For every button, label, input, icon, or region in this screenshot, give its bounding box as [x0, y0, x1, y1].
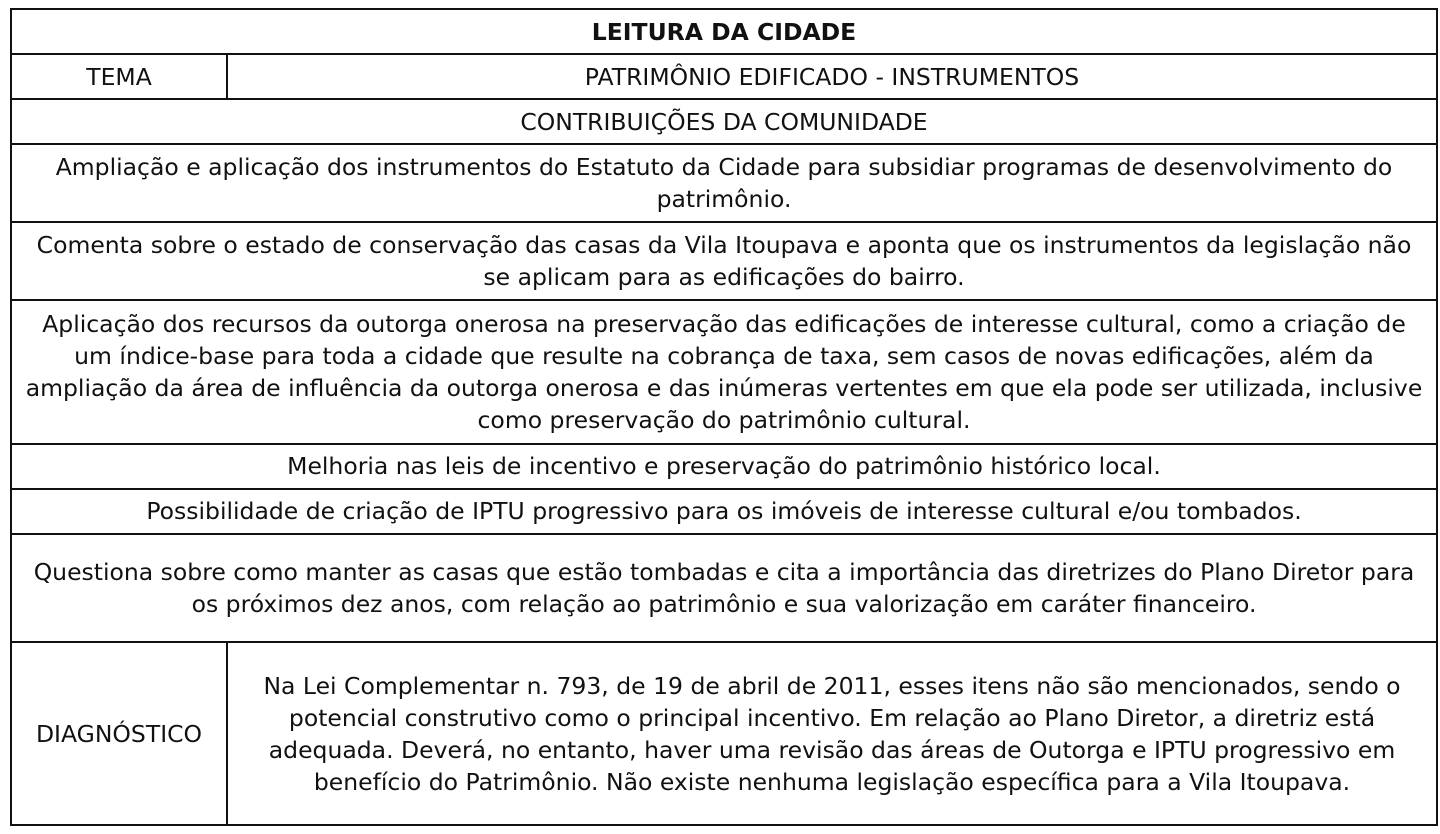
contribution-item: Melhoria nas leis de incentivo e preservação do patrimônio histórico local. — [11, 444, 1437, 489]
diagnostico-label: DIAGNÓSTICO — [11, 642, 227, 825]
table-row — [11, 534, 1437, 643]
table-row — [11, 489, 1437, 534]
contribution-item: Possibilidade de criação de IPTU progressivo para os imóveis de interesse cultural e/ou tombados. — [11, 489, 1437, 534]
contribution-item: Aplicação dos recursos da outorga onerosa na preservação das edificações de interesse cultural, como a criação de um índice-base para toda a cidade que resulte na cobrança de taxa, sem casos de novas edificações, além da ampliação da área de influência da outorga onerosa e das inúmeras vertentes em que ela pode ser utilizada, inclusive como preservação do patrimônio cultural. — [11, 300, 1437, 444]
tema-value: PATRIMÔNIO EDIFICADO - INSTRUMENTOS — [227, 54, 1437, 99]
contribution-item: Questiona sobre como manter as casas que estão tombadas e cita a importância das diretrizes do Plano Diretor para os próximos dez anos, com relação ao patrimônio e sua valorização em caráter financeiro. — [11, 534, 1437, 643]
tema-row — [11, 54, 1437, 99]
title-row — [11, 9, 1437, 54]
contribution-item: Comenta sobre o estado de conservação das casas da Vila Itoupava e aponta que os instrumentos da legislação não se aplicam para as edificações do bairro. — [11, 222, 1437, 300]
table-title: LEITURA DA CIDADE — [11, 9, 1437, 54]
document-sheet — [10, 8, 1438, 826]
diagnostico-row — [11, 642, 1437, 825]
diagnostico-text: Na Lei Complementar n. 793, de 19 de abril de 2011, esses itens não são mencionados, sendo o potencial construtivo como o principal incentivo. Em relação ao Plano Diretor, a diretriz está adequada. Deverá, no entanto, haver uma revisão das áreas de Outorga e IPTU progressivo em benefício do Patrimônio. Não existe nenhuma legislação específica para a Vila Itoupava. — [227, 642, 1437, 825]
contributions-header-row — [11, 99, 1437, 144]
contribution-item: Ampliação e aplicação dos instrumentos do Estatuto da Cidade para subsidiar programas de desenvolvimento do patrimônio. — [11, 144, 1437, 222]
contributions-header: CONTRIBUIÇÕES DA COMUNIDADE — [11, 99, 1437, 144]
table-row — [11, 444, 1437, 489]
table-row — [11, 300, 1437, 444]
table-row — [11, 144, 1437, 222]
tema-label: TEMA — [11, 54, 227, 99]
leitura-da-cidade-table — [10, 8, 1438, 826]
table-row — [11, 222, 1437, 300]
